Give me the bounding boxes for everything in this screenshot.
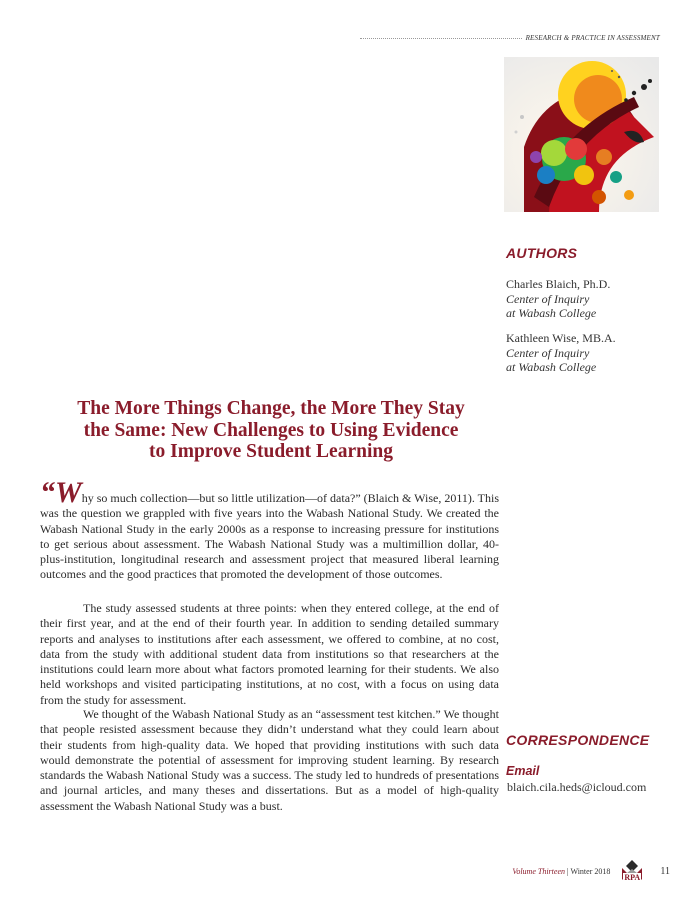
author-affiliation: Center of Inquiry	[506, 291, 590, 306]
title-line: The More Things Change, the More They Stay	[77, 398, 465, 419]
drop-cap: “W	[40, 476, 82, 509]
title-line: to Improve Student Learning	[149, 441, 393, 462]
footer-volume: Volume Thirteen	[512, 866, 565, 876]
article-title	[36, 398, 506, 463]
author-affiliation: Center of Inquiry	[506, 345, 590, 360]
author-2	[506, 331, 676, 375]
author-name: Kathleen Wise, MB.A.	[506, 331, 616, 345]
rpa-logo-text: RPA	[624, 873, 641, 882]
email-address[interactable]: blaich.cila.heds@icloud.com	[507, 780, 647, 794]
rpa-logo	[618, 858, 648, 884]
email-label: Email	[506, 764, 540, 778]
paragraph-3: We thought of the Wabash National Study as an “assessment test kitchen.” We thought that people resisted assessment because they didn’t understand what they could learn about their students from high-quality data. We hoped that providing institutions with such data would demonstrate the potential of assessment for improving student learning. By research standards the Wabash National Study was a success. The study led to hundreds of presentations and journal articles, and many theses and dissertations. But as a model of high-quality assessment the Wabash National Study was a bust.	[40, 707, 499, 813]
footer-issue: Winter 2018	[570, 866, 611, 876]
title-line: the Same: New Challenges to Using Evidence	[83, 419, 459, 441]
header-dotted-rule	[360, 38, 522, 39]
abstract-art-image	[504, 57, 659, 212]
footer-issue-info	[512, 867, 610, 876]
paragraph-1-text: hy so much collection—but so little utilization—of data?” (Blaich & Wise, 2011). This was the question we grappled with five years into the Wabash National Study. We created the Wabash National Study in the early 2000s as a response to increasing pressure for institutions to get serious about assessment. The Wabash National Study was a multimillion dollar, 40-plus-institution, longitudinal research and assessment project that measured liberal learning outcomes and the good practices that promoted the development of those outcomes.	[40, 491, 499, 582]
correspondence-heading: CORRESPONDENCE	[506, 732, 650, 748]
author-affiliation: at Wabash College	[506, 360, 597, 374]
hero-illustration	[504, 57, 659, 212]
running-title: RESEARCH & PRACTICE IN ASSESSMENT	[525, 34, 660, 42]
paragraph-1	[40, 476, 499, 583]
page-footer	[512, 858, 670, 884]
author-affiliation: at Wabash College	[506, 306, 597, 320]
page-number: 11	[660, 865, 670, 877]
running-header	[360, 34, 660, 42]
paragraph-2: The study assessed students at three points: when they entered college, at the end of their first year, and at the end of their fourth year. In addition to sending detailed summary reports and analyses to institutions after each assessment, we offered to combine, at no cost, data from the study with additional student data from institutions so that researchers at the institutions could learn more about what factors promoted learning for their students. We also held workshops and visited participating institutions, at no cost, with a focus on using data from the study for assessment.	[40, 601, 499, 707]
author-name: Charles Blaich, Ph.D.	[506, 277, 611, 291]
authors-heading: AUTHORS	[506, 245, 578, 261]
footer-separator: |	[567, 866, 569, 876]
author-1	[506, 277, 676, 321]
